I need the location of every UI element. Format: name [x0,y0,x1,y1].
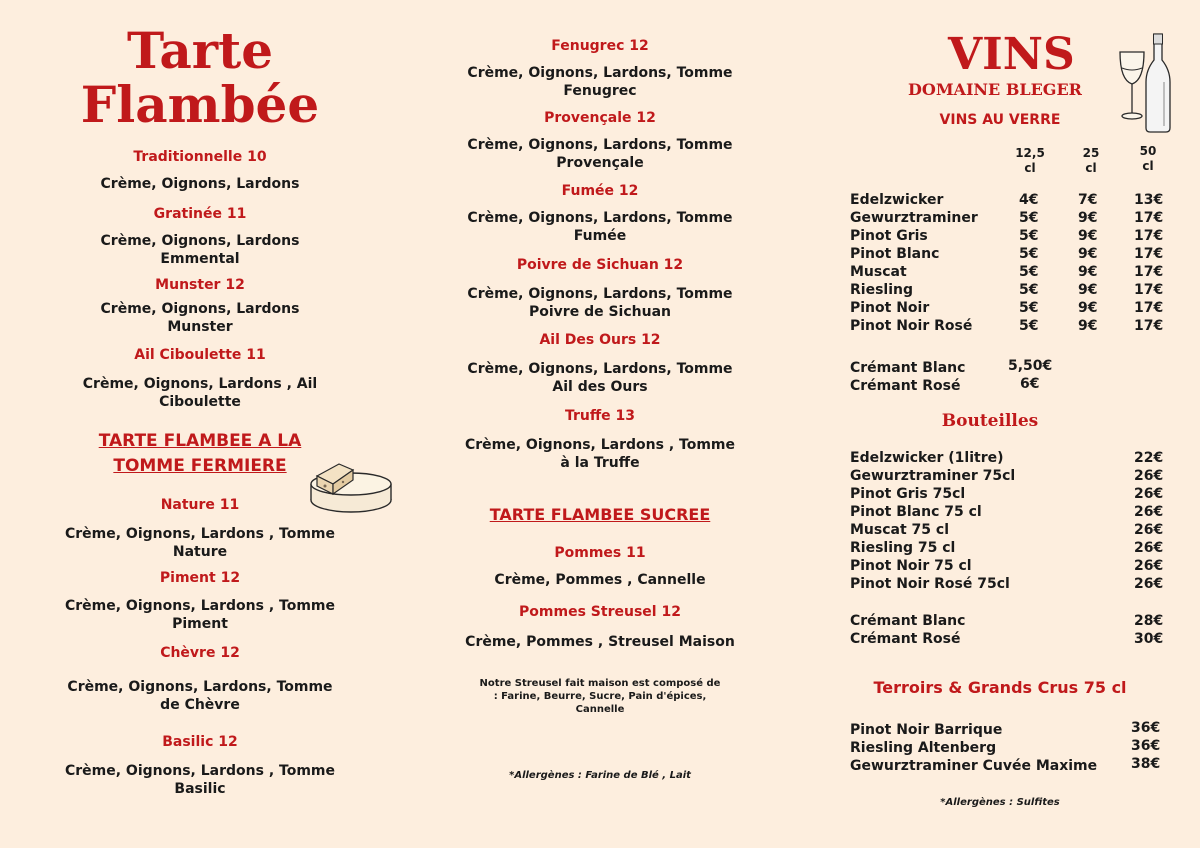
item-desc: Crème, Pommes , Cannelle [494,572,706,588]
item-desc: Crème, Oignons, Lardons [100,176,300,192]
item-name: Nature 11 [160,497,240,513]
price: 26€ [1134,540,1164,556]
wine-name: Gewurztraminer Cuvée Maxime [850,758,1098,774]
wine-name: Pinot Noir 75 cl [850,558,972,574]
item-name: Basilic 12 [162,734,238,750]
price-50: 17€ [1134,282,1164,298]
menu-item [450,332,750,396]
item-desc-line: à la Truffe [560,455,640,471]
wine-name: Riesling Altenberg [850,740,997,756]
wine-row [850,722,1170,740]
item-desc-line: Crème, Oignons, Lardons [100,301,300,317]
item-desc [50,232,350,268]
wine-row [850,378,1170,396]
wine-name: Pinot Noir [850,300,930,316]
price-25: 9€ [1078,228,1098,244]
item-desc [50,525,350,561]
wine-name: Pinot Noir Rosé 75cl [850,576,1010,592]
terroirs-title: Terroirs & Grands Crus 75 cl [873,678,1127,697]
item-desc-line: Fumée [573,228,627,244]
item-desc-line: Basilic [174,781,226,797]
price-25: 9€ [1078,246,1098,262]
menu-item [50,347,350,411]
price: 26€ [1134,558,1164,574]
item-desc-line: Crème, Oignons, Lardons, Tomme [467,286,733,302]
col-header-line: 25 [1082,146,1100,160]
title-line-2: Flambée [80,75,320,134]
price-125: 5€ [1019,210,1039,226]
section-line: TOMME FERMIERE [113,456,287,476]
item-desc-line: Crème, Oignons, Lardons, Tomme [467,361,733,377]
wine-row [850,486,1170,504]
price-25: 9€ [1078,210,1098,226]
price-125: 5€ [1019,246,1039,262]
note-line: Cannelle [575,704,625,715]
tarte-column-1 [50,0,350,848]
allergens-note: *Allergènes : Farine de Blé , Lait [509,770,691,781]
item-name: Fumée 12 [561,183,639,199]
item-desc-line: Crème, Oignons, Lardons [100,233,300,249]
wine-row [850,540,1170,558]
price: 26€ [1134,486,1164,502]
item-desc-line: Ail des Ours [552,379,648,395]
price-50: 17€ [1134,318,1164,334]
menu-item [50,149,350,193]
col-header-25 [1073,146,1109,176]
price: 38€ [1131,756,1161,772]
menu-item [50,570,350,633]
item-desc-line: Crème, Oignons, Lardons, Tomme [67,679,333,695]
item-desc-line: Crème, Oignons, Lardons , Tomme [64,598,335,614]
note-line: Notre Streusel fait maison est composé de [479,678,721,689]
item-name: Truffe 13 [564,408,636,424]
wine-name: Crémant Rosé [850,378,961,394]
wine-row [850,758,1170,776]
col-header-line: 50 [1139,144,1157,158]
streusel-note [450,677,750,716]
menu-item [50,734,350,798]
wine-row [850,264,1170,282]
wine-row [850,522,1170,540]
item-desc-line: Crème, Oignons, Lardons, Tomme [467,210,733,226]
item-name: Provençale 12 [544,110,656,126]
item-desc [450,64,750,100]
price: 6€ [1020,376,1040,392]
item-desc [50,762,350,798]
price-125: 5€ [1019,300,1039,316]
item-name: Chèvre 12 [160,645,240,661]
item-desc [450,436,750,472]
item-name: Fenugrec 12 [551,38,649,54]
wine-name: Crémant Blanc [850,613,966,629]
menu-item [50,206,350,268]
item-desc [50,678,350,714]
item-name: Poivre de Sichuan 12 [516,257,684,273]
menu-item [450,545,750,589]
price-125: 5€ [1019,264,1039,280]
menu-item [450,38,750,100]
item-desc [450,360,750,396]
wine-name: Muscat [850,264,907,280]
wine-row [850,558,1170,576]
menu-item [50,645,350,714]
item-desc [50,375,350,411]
col-header-line: cl [1142,159,1154,173]
au-verre-title: VINS AU VERRE [939,112,1061,128]
item-name: Munster 12 [155,277,245,293]
item-desc-line: Piment [172,616,228,632]
price-50: 17€ [1134,210,1164,226]
col-header-line: cl [1024,161,1036,175]
price-25: 9€ [1078,264,1098,280]
col-header-50 [1130,144,1166,174]
price: 30€ [1134,631,1164,647]
item-desc-line: Poivre de Sichuan [529,304,671,320]
wine-name: Pinot Gris [850,228,928,244]
vins-title: VINS [948,29,1075,80]
wine-bottle-glass-icon [1114,30,1176,134]
wine-name: Edelzwicker (1litre) [850,450,1004,466]
item-desc-line: Fenugrec [563,83,637,99]
item-desc: Crème, Pommes , Streusel Maison [465,634,735,650]
price-25: 9€ [1078,318,1098,334]
price: 26€ [1134,576,1164,592]
wine-row [850,468,1170,486]
item-desc [450,136,750,172]
item-desc-line: Crème, Oignons, Lardons , Tomme [464,437,735,453]
item-desc-line: Munster [167,319,233,335]
wine-allergens-note: *Allergènes : Sulfites [940,797,1060,808]
item-name: Ail Des Ours 12 [539,332,661,348]
wine-name: Gewurztraminer [850,210,978,226]
item-desc [50,597,350,633]
price-125: 4€ [1019,192,1039,208]
wine-row [850,450,1170,468]
item-desc-line: Crème, Oignons, Lardons, Tomme [467,65,733,81]
price: 5,50€ [1008,358,1053,374]
item-name: Pommes 11 [554,545,646,561]
price: 36€ [1131,738,1161,754]
wine-name: Edelzwicker [850,192,944,208]
price-50: 17€ [1134,246,1164,262]
price-25: 9€ [1078,282,1098,298]
price-25: 9€ [1078,300,1098,316]
item-desc [450,209,750,245]
item-desc-line: Crème, Oignons, Lardons , Ail [82,376,318,392]
price: 36€ [1131,720,1161,736]
menu-item [450,604,750,651]
col-header-line: cl [1085,161,1097,175]
item-desc [50,300,350,336]
price-25: 7€ [1078,192,1098,208]
col-header-125 [1012,146,1048,176]
menu-item [50,497,350,561]
wine-row [850,576,1170,594]
wine-name: Pinot Blanc 75 cl [850,504,982,520]
item-desc-line: Crème, Oignons, Lardons , Tomme [64,526,335,542]
item-desc-line: Crème, Oignons, Lardons , Tomme [64,763,335,779]
item-name: Traditionnelle 10 [133,149,267,165]
section-line: TARTE FLAMBEE A LA [98,431,302,451]
item-desc-line: Provençale [556,155,644,171]
wine-row [850,246,1170,264]
price: 22€ [1134,450,1164,466]
price-50: 17€ [1134,264,1164,280]
wine-row [850,318,1170,336]
wine-name: Muscat 75 cl [850,522,949,538]
item-desc-line: Ciboulette [159,394,241,410]
wine-name: Pinot Noir Barrique [850,722,1003,738]
wine-name: Riesling [850,282,913,298]
col-header-line: 12,5 [1015,146,1045,160]
wine-row [850,360,1170,378]
item-desc-line: Emmental [160,251,240,267]
item-name: Piment 12 [159,570,241,586]
title-line-1: Tarte [126,21,274,80]
wine-name: Pinot Gris 75cl [850,486,966,502]
price-125: 5€ [1019,282,1039,298]
item-name: Gratinée 11 [153,206,247,222]
wine-row [850,192,1170,210]
wine-row [850,228,1170,246]
menu-item [450,110,750,172]
wine-name: Gewurztraminer 75cl [850,468,1016,484]
domaine-title: DOMAINE BLEGER [908,80,1082,99]
item-desc-line: Crème, Oignons, Lardons, Tomme [467,137,733,153]
wine-row [850,631,1170,649]
price-50: 13€ [1134,192,1164,208]
menu-item [450,257,750,321]
wine-name: Riesling 75 cl [850,540,956,556]
item-desc-line: Nature [172,544,228,560]
wine-row [850,300,1170,318]
wine-row [850,210,1170,228]
wine-name: Crémant Rosé [850,631,961,647]
note-line: : Farine, Beurre, Sucre, Pain d'épices, [493,691,707,702]
sucree-section-title: TARTE FLAMBEE SUCREE [489,505,711,524]
price: 26€ [1134,468,1164,484]
price-50: 17€ [1134,300,1164,316]
bouteilles-title: Bouteilles [941,411,1039,431]
wine-name: Pinot Blanc [850,246,940,262]
item-desc [450,285,750,321]
item-desc-line: de Chèvre [160,697,240,713]
item-name: Ail Ciboulette 11 [134,347,266,363]
wine-row [850,504,1170,522]
tarte-column-2 [450,0,750,848]
item-name: Pommes Streusel 12 [519,604,681,620]
price-50: 17€ [1134,228,1164,244]
price-125: 5€ [1019,228,1039,244]
price: 26€ [1134,522,1164,538]
wine-row [850,740,1170,758]
wine-name: Crémant Blanc [850,360,966,376]
wine-row [850,613,1170,631]
menu-item [450,183,750,245]
price: 28€ [1134,613,1164,629]
price-125: 5€ [1019,318,1039,334]
wine-row [850,282,1170,300]
menu-item [450,408,750,472]
wine-name: Pinot Noir Rosé [850,318,973,334]
price: 26€ [1134,504,1164,520]
menu-item [50,277,350,336]
page-title [72,21,328,134]
